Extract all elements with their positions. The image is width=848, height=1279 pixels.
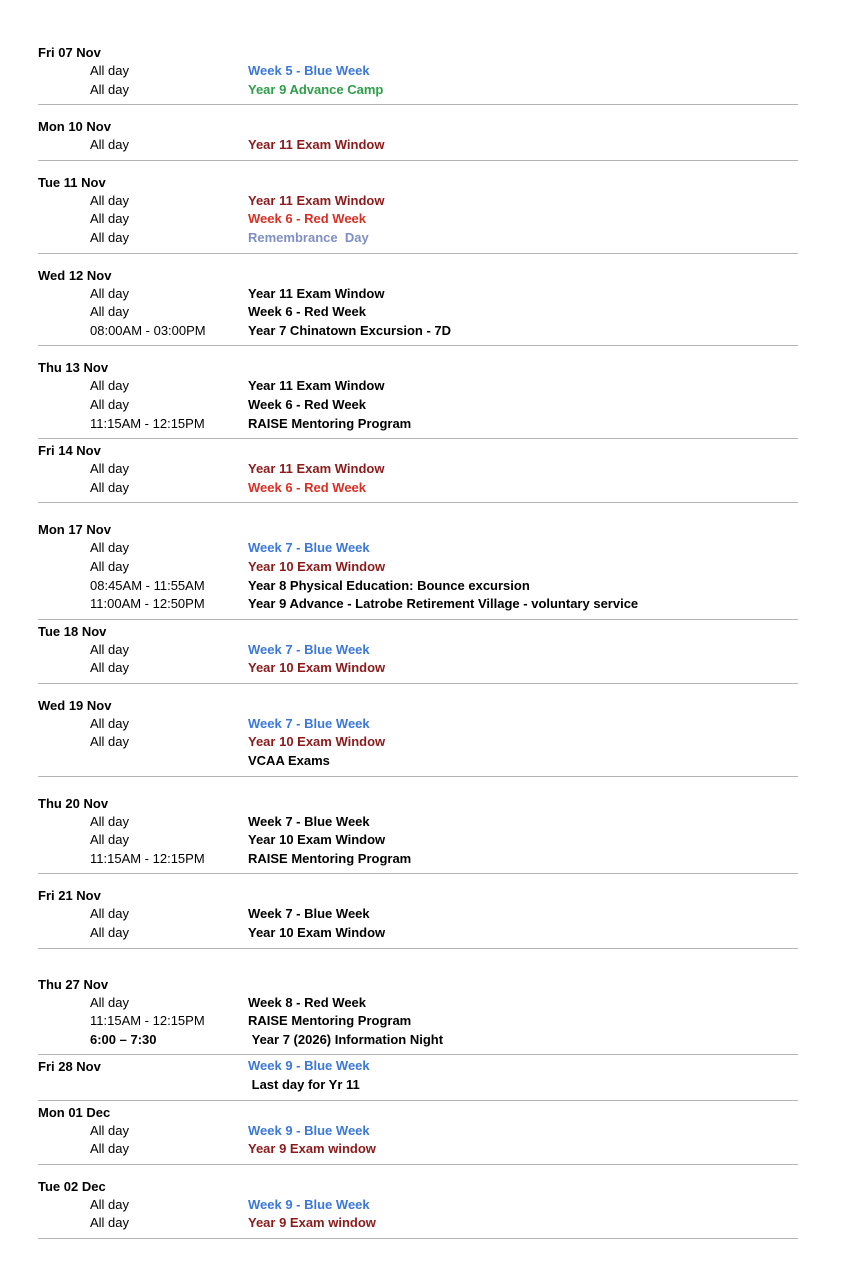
event-list [38,192,798,248]
event-row [38,1076,798,1095]
event-row [38,813,798,832]
event-time: All day [90,81,130,97]
event-title: Year 11 Exam Window [248,461,385,477]
event-title: Year 8 Physical Education: Bounce excursion [248,577,530,593]
event-row [38,539,798,558]
event-time: All day [90,211,130,227]
day-group [38,622,798,684]
event-title: Week 7 - Blue Week [248,906,370,922]
event-time: All day [90,1122,130,1138]
event-title: Week 6 - Red Week [248,479,367,495]
event-time: All day [90,832,130,848]
event-time: All day [90,906,130,922]
event-time: All day [90,994,130,1010]
event-list [38,905,798,942]
event-row [38,924,798,943]
event-list [38,62,798,99]
event-list [38,377,798,433]
day-header: Fri 07 Nov [38,45,101,60]
event-title: Last day for Yr 11 [248,1077,360,1092]
event-title: Year 7 Chinatown Excursion - 7D [248,322,451,338]
event-time: 08:00AM - 03:00PM [90,322,206,338]
event-time: All day [90,479,130,495]
event-title: Week 6 - Red Week [248,396,367,412]
event-time [90,1076,248,1095]
event-list [38,460,798,497]
day-group [38,975,798,1056]
event-title: Week 8 - Red Week [248,994,367,1010]
event-title: Week 9 - Blue Week [248,1196,370,1212]
day-header: Tue 02 Dec [38,1178,106,1194]
event-title: Week 9 - Blue Week [248,1058,370,1074]
event-row [38,62,798,81]
day-group [38,696,798,777]
event-time: All day [90,1141,130,1157]
event-title: Week 7 - Blue Week [248,715,370,731]
event-title: Year 11 Exam Window [248,192,385,208]
event-title: RAISE Mentoring Program [248,850,412,866]
event-list [38,539,798,613]
event-time: All day [90,558,130,574]
event-row [38,850,798,869]
event-row [38,715,798,734]
event-time: 11:15AM - 12:15PM [90,415,205,431]
day-header: Mon 10 Nov [38,119,111,135]
event-row [38,1196,798,1215]
day-header: Wed 19 Nov [38,697,112,713]
event-title: Year 11 Exam Window [248,285,385,301]
event-title: Year 11 Exam Window [248,137,385,153]
event-title: RAISE Mentoring Program [248,1013,412,1029]
event-row [38,1214,798,1233]
event-row [38,192,798,211]
event-row [38,577,798,596]
day-group [38,266,798,347]
day-group [38,358,798,439]
event-title: Year 10 Exam Window [248,832,386,848]
day-header: Mon 17 Nov [38,522,111,538]
event-title: Week 7 - Blue Week [248,641,370,657]
event-row [38,81,798,100]
event-time [90,752,248,771]
event-title: Year 9 Exam window [248,1215,376,1231]
event-title: Year 10 Exam Window [248,734,386,750]
event-row [38,460,798,479]
event-row [38,303,798,322]
event-time: All day [90,396,130,412]
event-row [38,752,798,771]
event-title: Year 10 Exam Window [248,660,386,676]
event-time: All day [90,378,130,394]
day-group [38,1177,798,1239]
event-row [38,285,798,304]
day-group [38,1057,798,1100]
event-row [38,733,798,752]
day-group [38,794,798,875]
event-row [38,994,798,1013]
event-title: Remembrance Day [248,229,369,245]
day-group [38,886,798,948]
event-list [38,285,798,341]
event-row [38,1140,798,1159]
event-row [38,1031,798,1050]
day-group [38,441,798,503]
event-title: Week 6 - Red Week [248,304,367,320]
event-time: All day [90,229,130,245]
event-title: Year 7 (2026) Information Night [248,1031,444,1047]
event-time: All day [90,304,130,320]
event-time [90,1057,248,1076]
event-row [38,1122,798,1141]
day-group [38,43,798,105]
event-time: All day [90,641,130,657]
event-row [38,479,798,498]
event-time: All day [90,137,130,153]
event-row [38,595,798,614]
event-title: Week 6 - Red Week [248,211,367,227]
event-row [38,641,798,660]
event-time: All day [90,63,130,78]
event-row [38,210,798,229]
event-list [38,994,798,1050]
event-row [38,396,798,415]
event-time: All day [90,660,130,676]
event-row [38,905,798,924]
day-header: Wed 12 Nov [38,267,112,283]
event-title: Year 10 Exam Window [248,925,386,941]
day-header: Fri 14 Nov [38,443,101,459]
day-header: Tue 11 Nov [38,174,106,190]
day-header: Thu 13 Nov [38,360,109,376]
event-row [38,1057,798,1076]
event-time: All day [90,715,130,731]
event-row [38,1012,798,1031]
day-header: Thu 20 Nov [38,795,109,811]
event-title: VCAA Exams [248,753,330,769]
event-list [38,1122,798,1159]
event-row [38,322,798,341]
event-title: Year 9 Advance - Latrobe Retirement Village - voluntary service [248,596,639,612]
event-time: All day [90,1215,130,1231]
event-title: Week 7 - Blue Week [248,540,370,556]
event-time: All day [90,192,130,208]
event-title: Week 5 - Blue Week [248,63,370,78]
event-title: Year 9 Advance Camp [248,81,384,97]
event-title: Year 11 Exam Window [248,378,385,394]
event-title: Year 10 Exam Window [248,558,386,574]
day-header: Mon 01 Dec [38,1104,111,1120]
event-list [38,813,798,869]
event-time: 11:00AM - 12:50PM [90,596,205,612]
event-title: Week 9 - Blue Week [248,1122,370,1138]
event-time: 11:15AM - 12:15PM [90,1013,205,1029]
event-list [38,1057,798,1094]
event-title: Week 7 - Blue Week [248,813,370,829]
event-list [38,641,798,678]
event-list [38,136,798,155]
event-list [38,1196,798,1233]
event-title: RAISE Mentoring Program [248,415,412,431]
day-group [38,117,798,161]
event-row [38,659,798,678]
event-time: All day [90,813,130,829]
day-group [38,1103,798,1165]
event-time: All day [90,540,130,556]
day-header: Fri 21 Nov [38,888,101,904]
day-header: Thu 27 Nov [38,976,109,992]
event-row [38,415,798,434]
event-row [38,831,798,850]
event-time: All day [90,461,130,477]
event-row [38,377,798,396]
event-time: 6:00 – 7:30 [90,1031,157,1047]
event-time: All day [90,925,130,941]
event-time: All day [90,285,130,301]
calendar-agenda [38,43,798,1239]
day-header: Fri 28 Nov [38,1059,101,1075]
event-row [38,558,798,577]
event-row [38,136,798,155]
event-time: All day [90,1196,130,1212]
event-time: 08:45AM - 11:55AM [90,577,205,593]
event-row [38,229,798,248]
event-title: Year 9 Exam window [248,1141,376,1157]
day-header: Tue 18 Nov [38,623,107,639]
day-group [38,173,798,254]
event-time: 11:15AM - 12:15PM [90,850,205,866]
event-time: All day [90,734,130,750]
day-group [38,520,798,619]
event-list [38,715,798,771]
